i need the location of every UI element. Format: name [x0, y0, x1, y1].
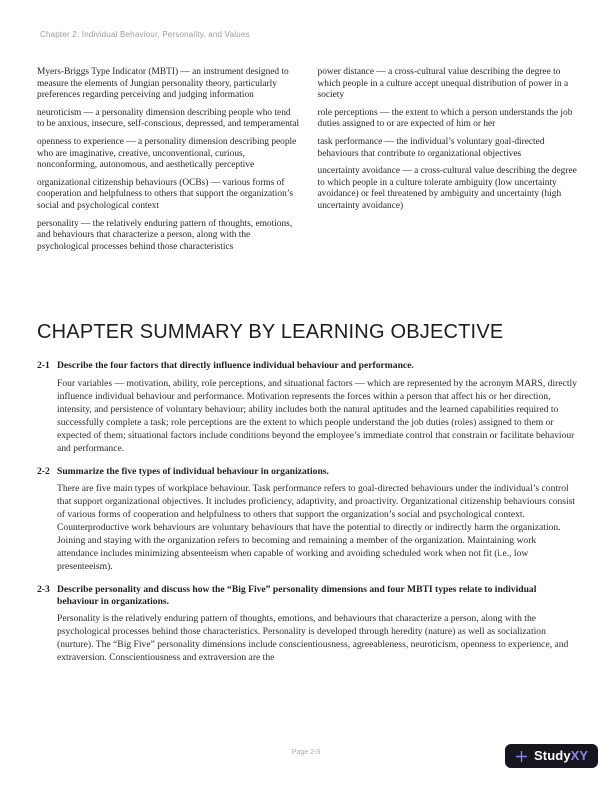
glossary-entry	[318, 67, 581, 102]
plus-icon	[515, 750, 528, 763]
glossary-term: role perceptions	[317, 107, 378, 118]
learning-objective-2-2	[37, 466, 580, 573]
brand-name-accent: XY	[570, 748, 588, 763]
objective-heading	[37, 466, 580, 478]
glossary-term: power distance	[317, 67, 374, 77]
glossary-entry	[318, 166, 581, 212]
objective-heading	[37, 584, 580, 608]
glossary-entry	[37, 67, 300, 102]
glossary-term: neuroticism	[37, 107, 82, 118]
glossary-definition: — various forms of cooperation and helpfulness to others that support the organization’s social and psychological context	[37, 177, 294, 211]
glossary-term: Myers-Briggs Type Indicator (MBTI)	[37, 67, 179, 77]
running-header: Chapter 2: Individual Behaviour, Personality, and Values	[40, 30, 250, 39]
glossary-entry	[37, 137, 300, 172]
glossary-term: uncertainty avoidance	[317, 166, 401, 177]
glossary-definition: — the extent to which a person understands the job duties assigned to or are expected of him or her	[317, 107, 573, 130]
glossary-entry	[318, 108, 581, 131]
glossary-section	[37, 67, 580, 259]
learning-objective-2-1	[37, 360, 580, 454]
glossary-entry	[318, 137, 581, 160]
glossary-right-column	[318, 67, 581, 259]
glossary-definition: — the relatively enduring pattern of thoughts, emotions, and behaviours that characterize a person, along with the psychological processes behind those characteristics	[37, 218, 293, 252]
glossary-term: openness to experience	[37, 136, 124, 147]
objective-number: 2-3	[37, 583, 50, 595]
objective-number: 2-1	[37, 360, 50, 372]
glossary-definition: — a cross-cultural value describing the degree to which people in a culture tolerate ambiguity (low uncertainty avoidance) or feel threatened by ambiguity and uncertainty (high uncertainty avoidance)	[317, 166, 577, 211]
glossary-entry	[37, 108, 300, 131]
learning-objectives-list	[37, 360, 580, 664]
brand-name-primary: Study	[534, 748, 571, 763]
page-number-label: Page 2-3	[291, 749, 321, 756]
glossary-entry	[37, 219, 300, 254]
objective-body: Four variables — motivation, ability, role perceptions, and situational factors — which are represented by the acronym MARS, directly influence individual behaviour and performance. Motivation represents the forces within a person that affect his or her direction, intensity, and persistence of voluntary behaviour; ability includes both the natural aptitudes and the learned capabilities required to successfully complete a task; role perceptions are the extent to which people understand the job duties (roles) assigned to them or expected of them; situational factors include conditions beyond the employee’s immediate control that constrain or facilitate behaviour and performance.	[57, 377, 577, 454]
glossary-definition: — a cross-cultural value describing the degree to which people in a culture accept unequal distribution of power in a society	[317, 67, 569, 101]
glossary-definition: — a personality dimension describing people who are imaginative, creative, unconventional, curious, nonconforming, autonomous, and aesthetically perceptive	[37, 136, 297, 171]
glossary-term: organizational citizenship behaviours (OCBs)	[37, 177, 209, 188]
objective-number: 2-2	[37, 465, 50, 477]
objective-title: Summarize the five types of individual behaviour in organizations.	[57, 465, 329, 477]
studyxy-logo-badge	[505, 744, 598, 768]
glossary-term: task performance	[317, 136, 383, 147]
objective-body: There are five main types of workplace behaviour. Task performance refers to goal-directed behaviours under the individual’s control that support organizational objectives. It includes proficiency, adaptivity, and proactivity. Organizational citizenship behaviours consist of various forms of cooperation and helpfulness to others that support the organization’s social and psychological context. Counterproductive work behaviours are voluntary behaviours that have the potential to directly or indirectly harm the organization. Joining and staying with the organization refers to becoming and remaining a member of the organization. Maintaining work attendance includes minimizing absenteeism when capable of working and avoiding scheduled work when not fit (i.e., low presenteeism).	[57, 482, 576, 572]
objective-body: Personality is the relatively enduring pattern of thoughts, emotions, and behaviours that characterize a person, along with the psychological processes behind those characteristics. Personality is developed through heredity (nature) as well as socialization (nurture). The “Big Five” personality dimensions include conscientiousness, agreeableness, neuroticism, openness to experience, and extraversion. Conscientiousness and extraversion are the	[57, 613, 569, 664]
glossary-term: personality	[37, 218, 79, 229]
objective-title: Describe personality and discuss how the “Big Five” personality dimensions and four MBTI types relate to individual behaviour in organizations.	[57, 583, 537, 607]
glossary-entry	[37, 178, 300, 213]
objective-title: Describe the four factors that directly influence individual behaviour and performance.	[57, 360, 414, 372]
chapter-summary-title: CHAPTER SUMMARY BY LEARNING OBJECTIVE	[37, 321, 504, 344]
learning-objective-2-3	[37, 584, 580, 664]
glossary-definition: — a personality dimension describing people who tend to be anxious, insecure, self-conscious, depressed, and temperamental	[37, 107, 300, 130]
glossary-definition: — an instrument designed to measure the elements of Jungian personality theory, particularly preferences regarding perceiving and judging information	[37, 67, 289, 101]
glossary-left-column	[37, 67, 300, 259]
glossary-definition: — the individual’s voluntary goal-directed behaviours that contribute to organizational objectives	[317, 136, 545, 159]
objective-heading	[37, 360, 580, 372]
